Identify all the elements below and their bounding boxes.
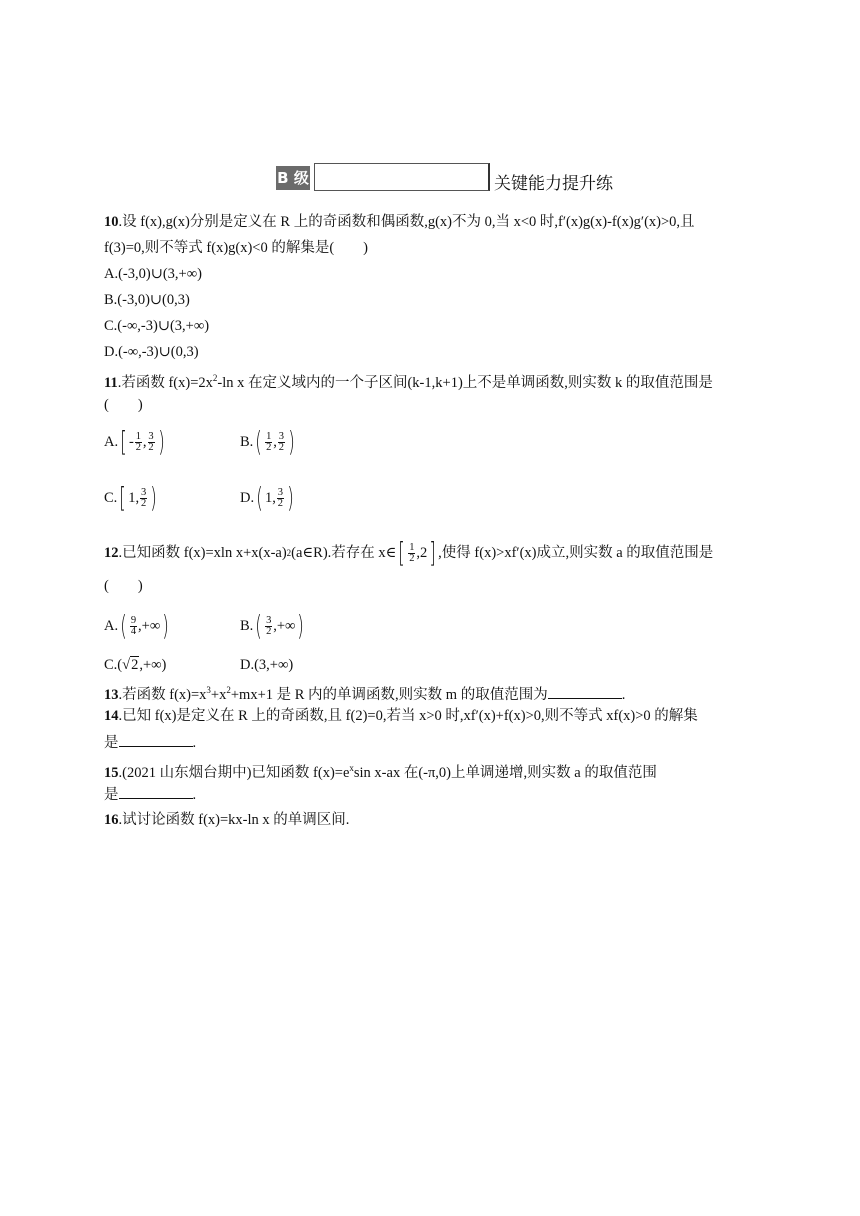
q12-option-b: B. ( $\frac{3}{2}$ ,+∞ ) [240, 609, 305, 642]
q13-number: 13 [104, 687, 119, 703]
q10-stem-line2: f(3)=0,则不等式 f(x)g(x)<0 的解集是( ) [104, 240, 369, 256]
section-title: 关键能力提升练 [494, 174, 613, 194]
q10-stem-line1: 10.设 f(x),g(x)分别是定义在 R 上的奇函数和偶函数,g(x)不为 0,当 x<0 时,f′(x)g(x)-f(x)g′(x)>0,且 [104, 214, 695, 230]
q10-option-a: A.(-3,0)∪(3,+∞) [104, 266, 202, 282]
q15-number: 15 [104, 765, 119, 781]
q10-option-b: B.(-3,0)∪(0,3) [104, 292, 190, 308]
q15-stem-line2: 是 . [104, 784, 196, 805]
q11-stem-line1: 11.若函数 $f(x)=2x^2-\ln$ x 在定义域内的一个子区间(k-1,k+1)上不是单调函数,则实数 k 的取值范围是 [104, 373, 713, 391]
q15-stem-line1: 15.(2021 山东烟台期中)已知函数 $f(x)=e^x\sin$ x-ax 在(-π,0)上单调递增,则实数 a 的取值范围 [104, 763, 657, 781]
q12-stem-line1: 12 .已知函数 f(x)=xln x+x(x-a) 2 (a∈R).若存在 x∈ [ $\frac{1}{2}$ ,2 ] ,使得 f(x)>xf′(x)成立,则实数 a 的取值范围是 [104, 536, 714, 569]
q10-number: 10 [104, 214, 119, 230]
q12-stem-line2: ( ) [104, 578, 143, 594]
level-badge: B 级 [276, 166, 310, 190]
q12-option-c: C.(√2,+∞) [104, 657, 167, 673]
q10-option-d: D.(-∞,-3)∪(0,3) [104, 344, 199, 360]
q14-stem-line1: 14.已知 f(x)是定义在 R 上的奇函数,且 f(2)=0,若当 x>0 时,xf′(x)+f(x)>0,则不等式 xf(x)>0 的解集 [104, 708, 698, 724]
q14-stem-line2: 是 . [104, 732, 196, 753]
q11-number: 11 [104, 375, 118, 391]
header-box [314, 163, 490, 191]
q10-option-c: C.(-∞,-3)∪(3,+∞) [104, 318, 210, 334]
q11-option-c: C. [ 1 , $\frac{3}{2}$ ) [104, 481, 157, 514]
q14-number: 14 [104, 708, 119, 724]
answer-blank[interactable] [548, 684, 622, 699]
q16-number: 16 [104, 812, 119, 828]
q11-option-a: A. [ - $\frac{1}{2}$ , $\frac{3}{2}$ ) [104, 425, 165, 458]
answer-blank[interactable] [119, 784, 193, 799]
q11-stem-line2: ( ) [104, 397, 143, 413]
answer-blank[interactable] [119, 732, 193, 747]
q12-option-a: A. ( $\frac{9}{4}$ ,+∞ ) [104, 609, 169, 642]
q12-number: 12 [104, 545, 119, 561]
q12-option-d: D.(3,+∞) [240, 657, 294, 673]
q11-option-b: B. ( $\frac{1}{2}$ , $\frac{3}{2}$ ) [240, 425, 295, 458]
q16-stem: 16.试讨论函数 f(x)=kx-ln x 的单调区间. [104, 812, 350, 828]
q13-stem: 13.若函数 $f(x)=x^3+x^2+mx+1$ 是 R 内的单调函数,则实数 m 的取值范围为 . [104, 685, 626, 703]
q11-option-d: D. ( 1 , $\frac{3}{2}$ ) [240, 481, 294, 514]
